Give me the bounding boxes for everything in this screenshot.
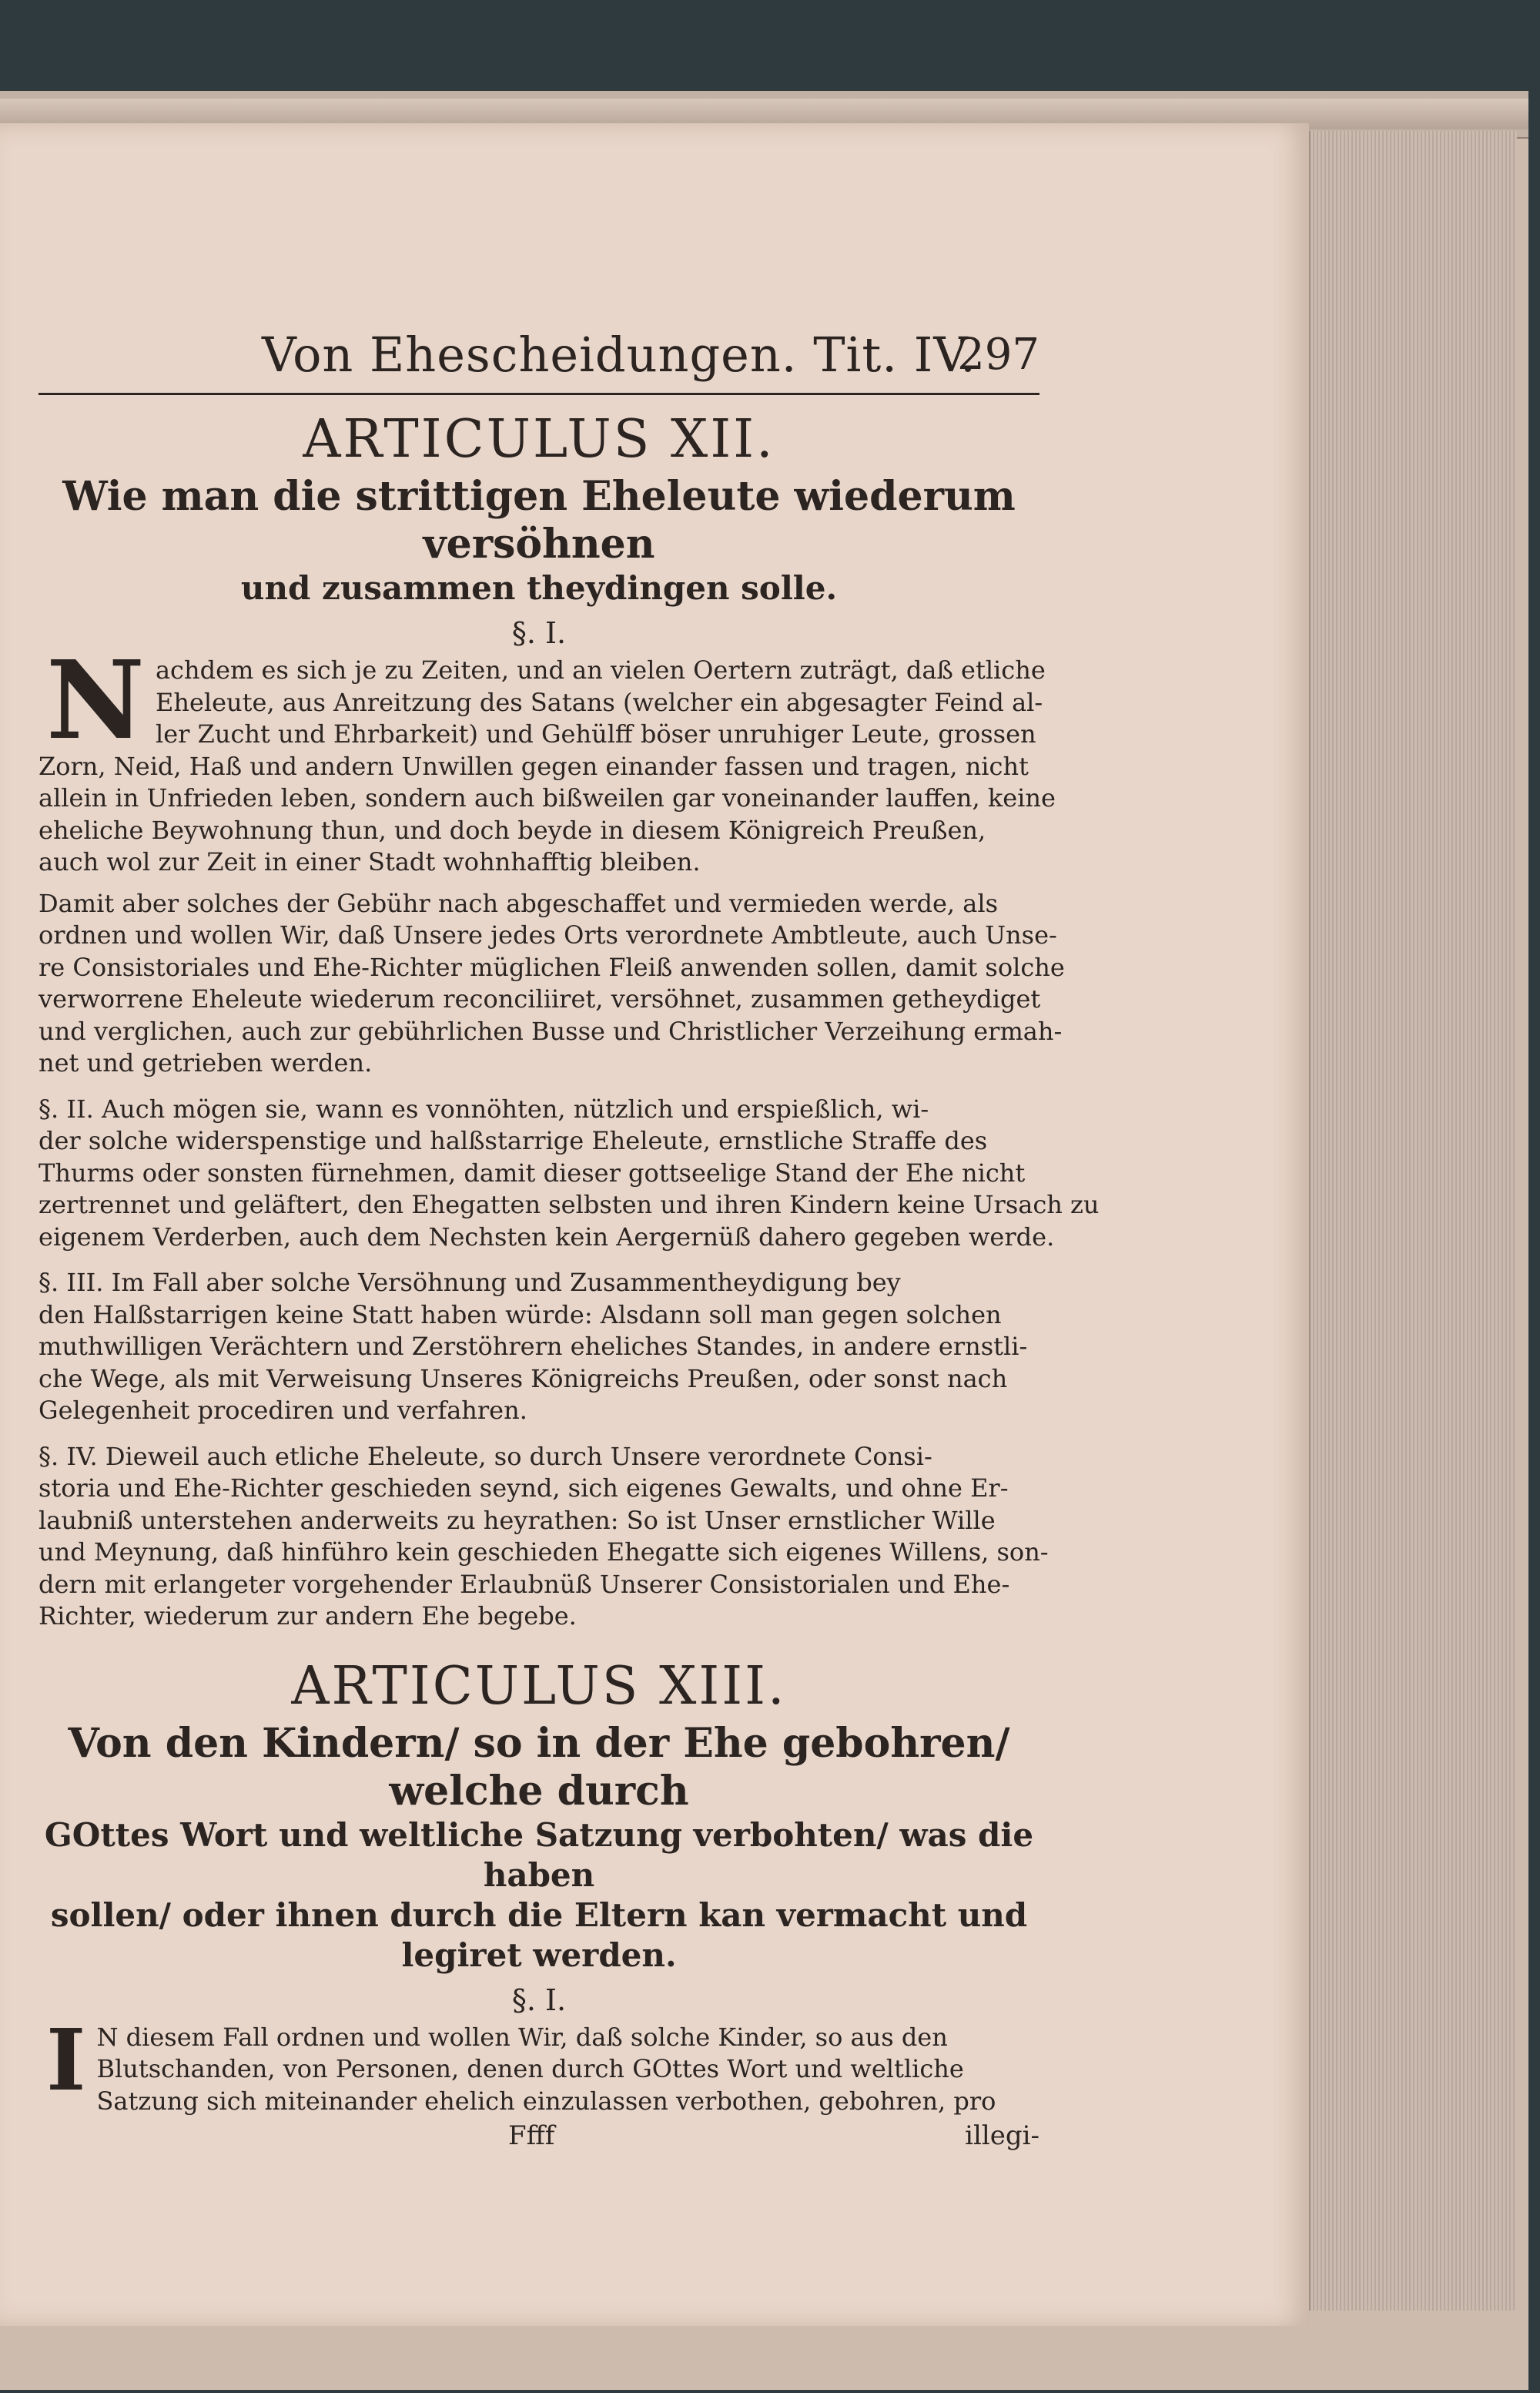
text-line: eigenem Verderben, auch dem Nechsten kein Aergernüß dahero gegeben werde. bbox=[38, 1222, 1055, 1252]
page-edges bbox=[1309, 131, 1517, 2311]
article-12-subtitle-2: und zusammen theydingen solle. bbox=[240, 569, 838, 607]
text-line: muthwilligen Verächtern und Zerstöhrern eheliches Standes, in andere ernstli- bbox=[38, 1332, 1028, 1361]
text-line: Richter, wiederum zur andern Ehe begebe. bbox=[38, 1601, 577, 1631]
text-line: storia und Ehe-Richter geschieden seynd, sich eigenes Gewalts, und ohne Er- bbox=[38, 1473, 1009, 1503]
text-line: Eheleute, aus Anreitzung des Satans (welcher ein abgesagter Feind al- bbox=[155, 687, 1043, 717]
paragraph-4 bbox=[38, 1267, 1040, 1427]
article-13-heading: ARTICULUS XIII. bbox=[291, 1655, 787, 1717]
article-13-subtitle-1: Von den Kindern/ so in der Ehe gebohren/ welche durch bbox=[68, 1719, 1010, 1815]
section-mark: §. I. bbox=[511, 616, 567, 650]
paragraph-2 bbox=[38, 888, 1065, 1080]
text-line: den Halßstarrigen keine Statt haben würde: Alsdann soll man gegen solchen bbox=[38, 1299, 1002, 1329]
text-line: laubniß unterstehen anderweits zu heyrathen: So ist Unser ernstlicher Wille bbox=[38, 1505, 996, 1535]
text-line: verworrene Eheleute wiederum reconciliiret, versöhnet, zusammen getheydiget bbox=[38, 984, 1041, 1014]
page-text bbox=[38, 323, 1100, 2151]
page-number: 297 bbox=[957, 330, 1040, 380]
text-line: Damit aber solches der Gebühr nach abgeschaffet und vermieden werde, als bbox=[38, 888, 998, 918]
text-line: auch wol zur Zeit in einer Stadt wohnhafftig bleiben. bbox=[38, 847, 701, 876]
text-line: Zorn, Neid, Haß und andern Unwillen gegen einander fassen und tragen, nicht bbox=[38, 751, 1029, 781]
signature-mark: Ffff bbox=[508, 2120, 555, 2151]
footer-line bbox=[38, 2120, 1040, 2151]
text-line: §. IV. Dieweil auch etliche Eheleute, so durch Unsere verordnete Consi- bbox=[38, 1441, 932, 1471]
text-line: der solche widerspenstige und halßstarrige Eheleute, ernstliche Straffe des bbox=[38, 1126, 988, 1155]
text-line: eheliche Beywohnung thun, und doch beyde in diesem Königreich Preußen, bbox=[38, 815, 986, 845]
text-line: achdem es sich je zu Zeiten, und an vielen Oertern zuträgt, daß etliche bbox=[155, 655, 1046, 685]
text-line: Blutschanden, von Personen, denen durch GOttes Wort und weltliche bbox=[96, 2054, 964, 2083]
paragraph-5 bbox=[38, 1441, 1049, 1633]
paragraph-6 bbox=[38, 2009, 1040, 2118]
drop-initial: N bbox=[46, 638, 145, 764]
text-line: dern mit erlangeter vorgehender Erlaubnüß Unserer Consistorialen und Ehe- bbox=[38, 1569, 1010, 1599]
paragraph-3 bbox=[38, 1094, 1100, 1254]
drop-initial: I bbox=[46, 2009, 86, 2110]
article-13-subtitle-3: sollen/ oder ihnen durch die Eltern kan vermacht und bbox=[50, 1895, 1028, 1934]
article-13-subtitle-4: legiret werden. bbox=[401, 1936, 677, 1974]
text-line: ler Zucht und Ehrbarkeit) und Gehülff böser unruhiger Leute, grossen bbox=[155, 719, 1036, 749]
text-line: Satzung sich miteinander ehelich einzulassen verbothen, gebohren, pro bbox=[96, 2086, 996, 2116]
article-13-subtitle-2: GOttes Wort und weltliche Satzung verbohten/ was die haben bbox=[44, 1815, 1034, 1894]
text-line: allein in Unfrieden leben, sondern auch bißweilen gar voneinander lauffen, keine bbox=[38, 783, 1056, 813]
article-12-heading: ARTICULUS XII. bbox=[303, 409, 775, 470]
catchword: illegi- bbox=[965, 2120, 1040, 2151]
section-mark: §. I. bbox=[511, 1982, 567, 2017]
text-line: re Consistoriales und Ehe-Richter müglichen Fleiß anwenden sollen, damit solche bbox=[38, 952, 1065, 982]
text-line: und verglichen, auch zur gebührlichen Busse und Christlicher Verzeihung ermah- bbox=[38, 1016, 1063, 1046]
text-line: Thurms oder sonsten fürnehmen, damit dieser gottseelige Stand der Ehe nicht bbox=[38, 1158, 1026, 1188]
text-line: zertrennet und geläftert, den Ehegatten selbsten und ihren Kindern keine Ursach zu bbox=[38, 1190, 1100, 1219]
article-12-subtitle-1: Wie man die strittigen Eheleute wiederum versöhnen bbox=[62, 473, 1016, 568]
text-line: §. III. Im Fall aber solche Versöhnung und Zusammentheydigung bey bbox=[38, 1268, 901, 1297]
text-line: und Meynung, daß hinführo kein geschieden Ehegatte sich eigenes Willens, son- bbox=[38, 1537, 1049, 1567]
text-line: Gelegenheit procediren und verfahren. bbox=[38, 1396, 527, 1425]
running-head bbox=[38, 323, 1040, 395]
text-line: che Wege, als mit Verweisung Unseres Königreichs Preußen, oder sonst nach bbox=[38, 1363, 1008, 1393]
text-line: net und getrieben werden. bbox=[38, 1048, 373, 1078]
paragraph-1 bbox=[38, 638, 1056, 879]
text-line: §. II. Auch mögen sie, wann es vonnöhten, nützlich und erspießlich, wi- bbox=[38, 1094, 929, 1124]
text-line: N diesem Fall ordnen und wollen Wir, daß solche Kinder, so aus den bbox=[96, 2022, 948, 2052]
text-line: ordnen und wollen Wir, daß Unsere jedes Orts verordnete Ambtleute, auch Unse- bbox=[38, 920, 1057, 950]
running-title: Von Ehescheidungen. Tit. IV. bbox=[262, 327, 976, 383]
